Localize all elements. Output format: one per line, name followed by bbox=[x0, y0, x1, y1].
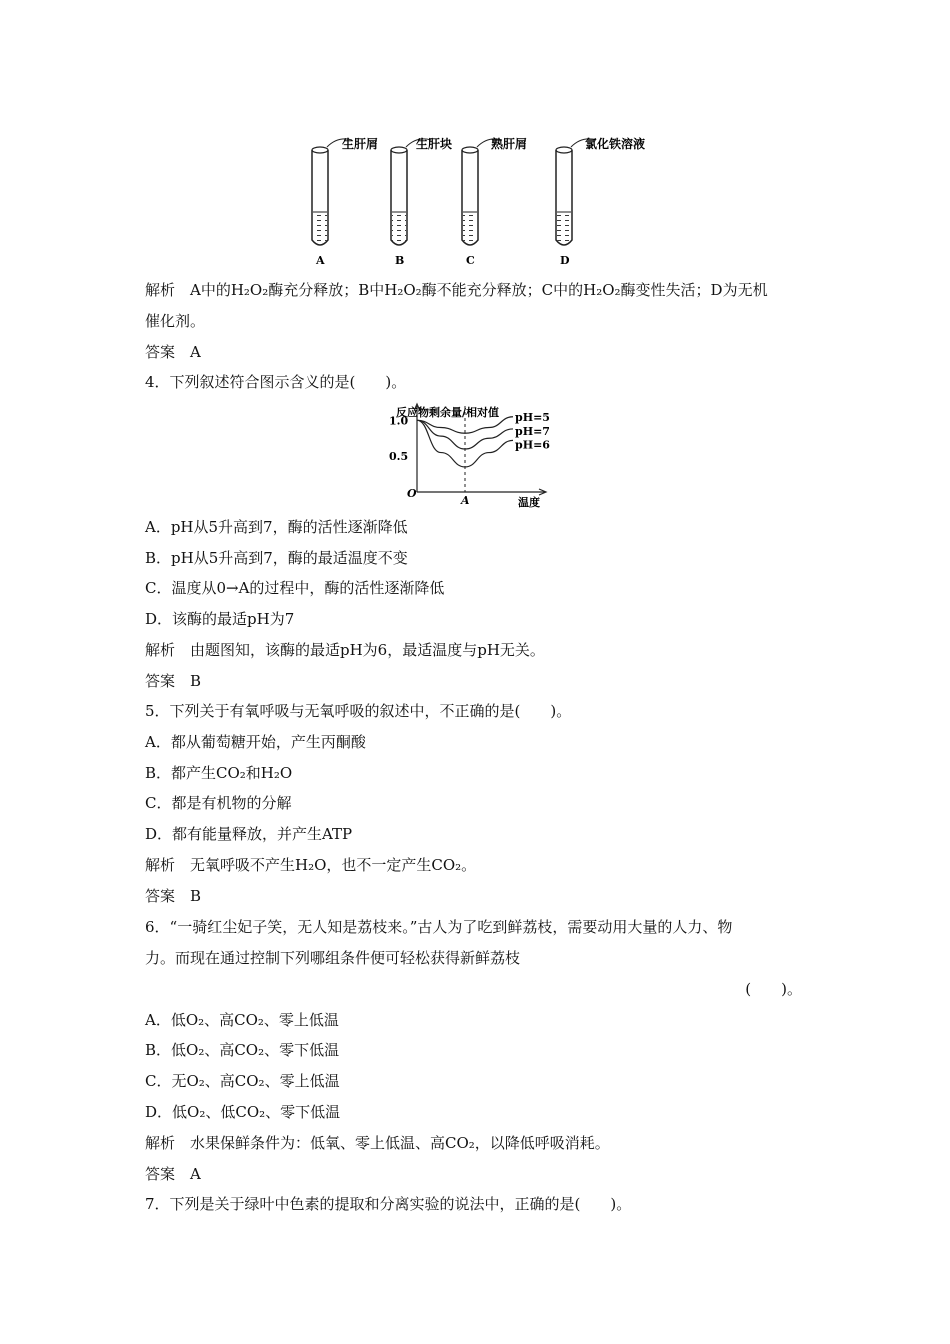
q4-analysis: 解析 由题图知，该酶的最适pH为6，最适温度与pH无关。 bbox=[145, 641, 545, 659]
tube-letter-d: D bbox=[560, 254, 570, 267]
tube-label-d: 氯化铁溶液 bbox=[585, 137, 646, 151]
q6-option-b: B．低O₂、高CO₂、零下低温 bbox=[145, 1041, 340, 1059]
origin-label: O bbox=[407, 487, 417, 500]
q5-option-d: D．都有能量释放，并产生ATP bbox=[145, 825, 353, 843]
tube-d bbox=[556, 139, 596, 245]
x-marker-label: A bbox=[461, 494, 470, 507]
q6-option-c: C．无O₂、高CO₂、零上低温 bbox=[145, 1072, 340, 1090]
q3-analysis: 解析 A中的H₂O₂酶充分释放；B中H₂O₂酶不能充分释放；C中的H₂O₂酶变性失活；D为无机 bbox=[145, 281, 768, 299]
series-label-pH6: pH=6 bbox=[515, 438, 550, 452]
tube-letter-b: B bbox=[395, 254, 405, 267]
q6-option-a: A．低O₂、高CO₂、零上低温 bbox=[145, 1011, 339, 1029]
test-tube-figure bbox=[300, 128, 660, 270]
q6-stem-line1: 6．“一骑红尘妃子笑，无人知是荔枝来。”古人为了吃到鲜荔枝，需要动用大量的人力、物 bbox=[145, 918, 733, 936]
q5-option-b: B．都产生CO₂和H₂O bbox=[145, 764, 293, 782]
y-tick-label: 1.0 bbox=[389, 414, 409, 428]
q5-answer: 答案 B bbox=[145, 887, 202, 905]
q5-option-a: A．都从葡萄糖开始，产生丙酮酸 bbox=[145, 733, 366, 751]
series-label-pH5: pH=5 bbox=[515, 410, 550, 424]
q5-option-c: C．都是有机物的分解 bbox=[145, 794, 292, 812]
tube-letter-a: A bbox=[316, 254, 325, 267]
tube-label-c: 熟肝屑 bbox=[491, 137, 528, 151]
q7-stem: 7．下列是关于绿叶中色素的提取和分离实验的说法中，正确的是( )。 bbox=[145, 1195, 632, 1213]
q5-analysis: 解析 无氧呼吸不产生H₂O，也不一定产生CO₂。 bbox=[145, 856, 477, 874]
enzyme-activity-chart bbox=[385, 400, 560, 510]
q4-option-d: D．该酶的最适pH为7 bbox=[145, 610, 295, 628]
x-axis-label: 温度 bbox=[518, 496, 540, 509]
q6-option-d: D．低O₂、低CO₂、零下低温 bbox=[145, 1103, 341, 1121]
tube-a bbox=[312, 139, 352, 245]
q3-answer: 答案 A bbox=[145, 343, 201, 361]
q4-option-b: B．pH从5升高到7，酶的最适温度不变 bbox=[145, 549, 408, 567]
q5-stem: 5．下列关于有氧呼吸与无氧呼吸的叙述中，不正确的是( )。 bbox=[145, 702, 572, 720]
q4-option-a: A．pH从5升高到7，酶的活性逐渐降低 bbox=[145, 518, 408, 536]
q4-stem: 4．下列叙述符合图示含义的是( )。 bbox=[145, 373, 407, 391]
q3-analysis-cont: 催化剂。 bbox=[145, 312, 206, 330]
q4-option-c: C．温度从0→A的过程中，酶的活性逐渐降低 bbox=[145, 579, 445, 597]
tube-label-a: 生肝屑 bbox=[342, 137, 379, 151]
tube-c bbox=[462, 139, 502, 245]
series-label-pH7: pH=7 bbox=[515, 424, 550, 438]
y-axis-label: 反应物剩余量/相对值 bbox=[396, 406, 500, 419]
q6-analysis: 解析 水果保鲜条件为：低氧、零上低温、高CO₂，以降低呼吸消耗。 bbox=[145, 1134, 610, 1152]
tube-label-b: 生肝块 bbox=[416, 137, 453, 151]
q6-stem-line2: 力。而现在通过控制下列哪组条件便可轻松获得新鲜荔枝 bbox=[145, 949, 521, 967]
tube-letter-c: C bbox=[466, 254, 475, 267]
q6-stem-paren: ( )。 bbox=[745, 980, 802, 998]
tube-b bbox=[391, 139, 431, 245]
q6-answer: 答案 A bbox=[145, 1165, 201, 1183]
y-tick-label: 0.5 bbox=[389, 450, 409, 464]
q4-answer: 答案 B bbox=[145, 672, 202, 690]
